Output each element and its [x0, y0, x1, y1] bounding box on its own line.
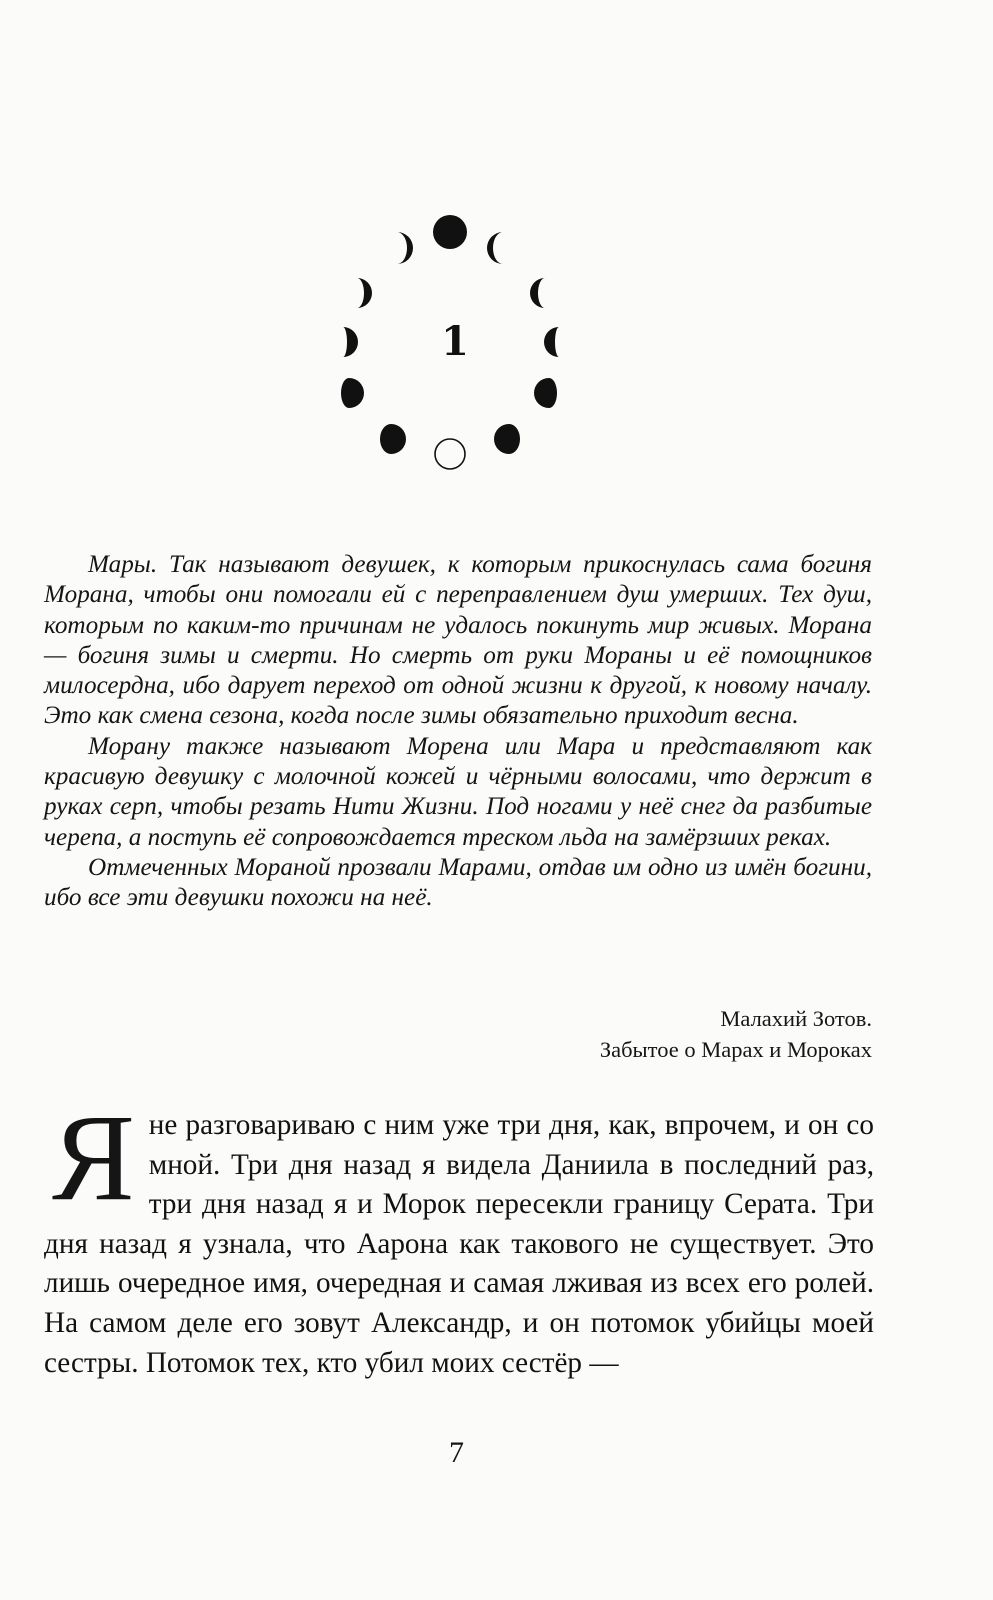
moon-phase-icon [530, 278, 545, 308]
first-paragraph [44, 1089, 874, 1383]
body-text: не разговариваю с ним уже три дня, как, впрочем, и он со мной. Три дня назад я видела Даниила в последний раз, три дня назад я и Морок пересекли границу Серата. Три дня назад я узнала, что Аарона как такового не существует. Это лишь очередное имя, очередная и самая лживая из всех его ролей. На самом деле его зовут Александр, и он потомок убийцы моей сестры. Потомок тех, кто убил моих сестёр — [44, 1109, 874, 1379]
moon-phase-icon [494, 424, 520, 454]
moon-phase-icon [341, 378, 364, 408]
epigraph-author: Малахий Зотов. [720, 1006, 872, 1031]
chapter-body [44, 1089, 874, 1383]
chapter-ornament [325, 210, 585, 490]
chapter-number: 1 [441, 318, 469, 365]
drop-cap: Я [52, 1089, 135, 1226]
moon-phase-icon [380, 424, 406, 454]
moon-phase-icon [487, 232, 503, 264]
epigraph-attribution [600, 1003, 872, 1065]
full-moon-icon [433, 215, 467, 249]
new-moon-icon [435, 439, 465, 469]
epigraph [44, 550, 872, 914]
moon-phase-icon [397, 232, 413, 264]
moon-phase-icon [534, 378, 557, 408]
epigraph-paragraph: Мары. Так называют девушек, к которым прикоснулась сама богиня Морана, чтобы они помогали ей с переправлением душ умерших. Тех душ, которым по каким-то причинам не удалось покинуть мир живых. Морана — богиня зимы и смерти. Но смерть от руки Мораны и её помощников милосердна, ибо дарует переход от одной жизни к другой, к новому началу. Это как смена сезона, когда после зимы обязательно приходит весна. [44, 551, 872, 730]
epigraph-paragraph: Морану также называют Морена или Мара и представляют как красивую девушку с молочной кожей и чёрными волосами, что держит в руках серп, чтобы резать Нити Жизни. Под ногами у неё снег да разбитые черепа, а поступь её сопровождается треском льда на замёрзших реках. [44, 732, 872, 851]
epigraph-paragraph: Отмеченных Мораной прозвали Марами, отдав им одно из имён богини, ибо все эти девушки похожи на неё. [44, 853, 872, 912]
epigraph-source: Забытое о Марах и Мороках [599, 1037, 872, 1062]
moon-phase-icon [357, 278, 372, 308]
page-number: 7 [449, 1436, 464, 1469]
